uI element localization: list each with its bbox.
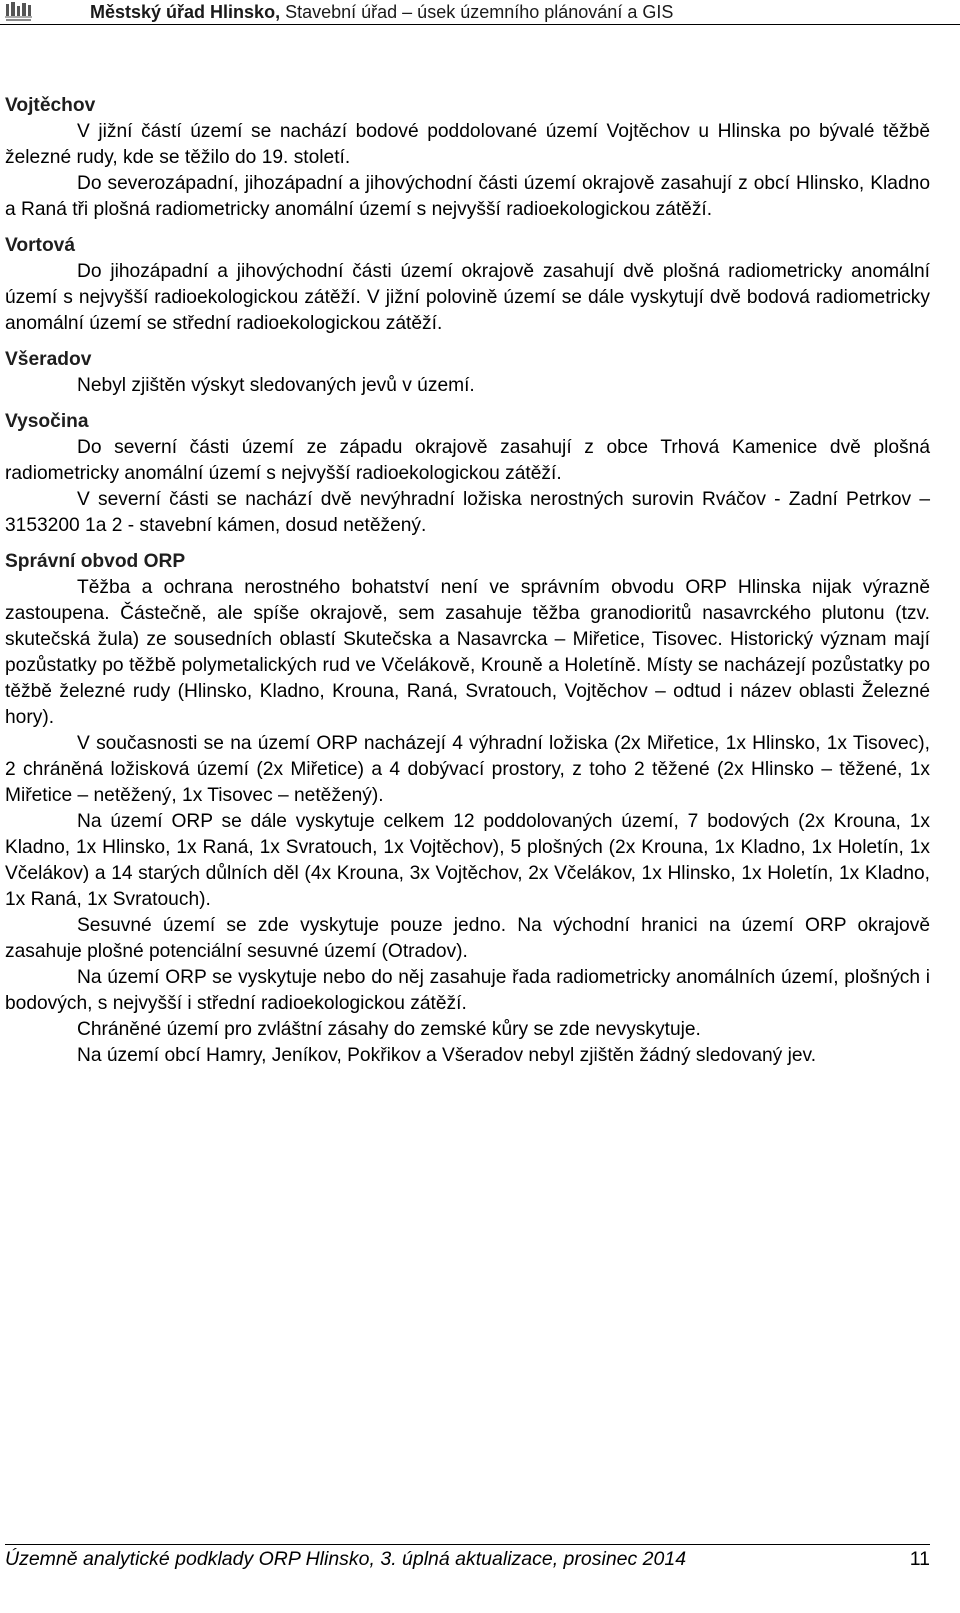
section-spravni-obvod-orp [5,549,930,1069]
header-dept: Stavební úřad – úsek územního plánování a GIS [285,2,674,22]
paragraph: Na území obcí Hamry, Jeníkov, Pokřikov a Všeradov nebyl zjištěn žádný sledovaný jev. [77,1045,817,1066]
document-body [5,93,930,1079]
paragraph: V jižní částí území se nachází bodové poddolované území Vojtěchov u Hlinska po bývalé těžbě železné rudy, kde se těžilo do 19. století. [5,121,930,168]
section-vysocina [5,409,930,539]
page-footer [5,1544,930,1573]
section-vortova [5,233,930,337]
page-header [0,0,960,25]
header-title [90,2,673,22]
paragraph: Na území ORP se vyskytuje nebo do něj zasahuje řada radiometricky anomálních území, plošných i bodových, s nejvyšší i střední radioekologickou zátěží. [5,967,930,1014]
section-title: Všeradov [5,349,92,370]
section-title: Správní obvod ORP [5,551,186,572]
header-org: Městský úřad Hlinsko, [90,2,281,22]
paragraph: Těžba a ochrana nerostného bohatství není ve správním obvodu ORP Hlinska nijak výrazně zastoupena. Částečně, ale spíše okrajově, sem zasahuje těžba granodioritů nasavrckého plutonu (tzv. skutečská žula) ze sousedních oblastí Skutečska a Nasavrcka – Miřetice, Tisovec. Historický význam mají pozůstatky po těžbě polymetalických rud ve Včelákově, Krouně a Holetíně. Místy se nacházejí pozůstatky po těžbě železné rudy (Hlinsko, Kladno, Krouna, Raná, Svratouch, Vojtěchov – odtud i název oblasti Železné hory). [5,577,930,728]
paragraph: Nebyl zjištěn výskyt sledovaných jevů v území. [77,375,475,396]
paragraph: Sesuvné území se zde vyskytuje pouze jedno. Na východní hranici na území ORP okrajově zasahuje plošné potenciální sesuvné území (Otradov). [5,915,930,962]
paragraph: Chráněné území pro zvláštní zásahy do zemské kůry se zde nevyskytuje. [77,1019,701,1040]
section-title: Vysočina [5,411,89,432]
paragraph: V severní části se nachází dvě nevýhradní ložiska nerostných surovin Rváčov - Zadní Petrkov – 3153200 1a 2 - stavební kámen, dosud netěžený. [5,489,930,536]
paragraph: Do jihozápadní a jihovýchodní části území okrajově zasahují dvě plošná radiometricky anomální území s nejvyšší radioekologickou zátěží. V jižní polovině území se dále vyskytují dvě bodová radiometricky anomální území se střední radioekologickou zátěží. [5,261,930,334]
section-title: Vortová [5,235,76,256]
footer-text: Územně analytické podklady ORP Hlinsko, 3. úplná aktualizace, prosinec 2014 [5,1548,687,1570]
page-number: 11 [909,1548,930,1570]
section-vojtechov [5,93,930,223]
paragraph: V současnosti se na území ORP nacházejí 4 výhradní ložiska (2x Miřetice, 1x Hlinsko, 1x Tisovec), 2 chráněná ložisková území (2x Miřetice) a 4 dobývací prostory, z toho 2 těžené (2x Hlinsko – těžené, 1x Miřetice – netěžený, 1x Tisovec – netěžený). [5,733,930,806]
paragraph: Do severní části území ze západu okrajově zasahují z obce Trhová Kamenice dvě plošná radiometricky anomální území s nejvyšší radioekologickou zátěží. [5,437,930,484]
paragraph: Do severozápadní, jihozápadní a jihovýchodní části území okrajově zasahují z obcí Hlinsko, Kladno a Raná tři plošná radiometricky anomální území s nejvyšší radioekologickou zátěží. [5,173,930,220]
section-vseradov [5,347,930,399]
section-title: Vojtěchov [5,95,96,116]
city-logo [5,1,57,23]
paragraph: Na území ORP se dále vyskytuje celkem 12 poddolovaných území, 7 bodových (2x Krouna, 1x Kladno, 1x Hlinsko, 1x Raná, 1x Svratouch, 1x Vojtěchov), 5 plošných (2x Krouna, 1x Kladno, 1x Holetín, 1x Včelákov) a 14 starých důlních děl (4x Krouna, 3x Vojtěchov, 2x Včelákov, 1x Hlinsko, 1x Holetín, 1x Kladno, 1x Raná, 1x Svratouch). [5,811,930,910]
